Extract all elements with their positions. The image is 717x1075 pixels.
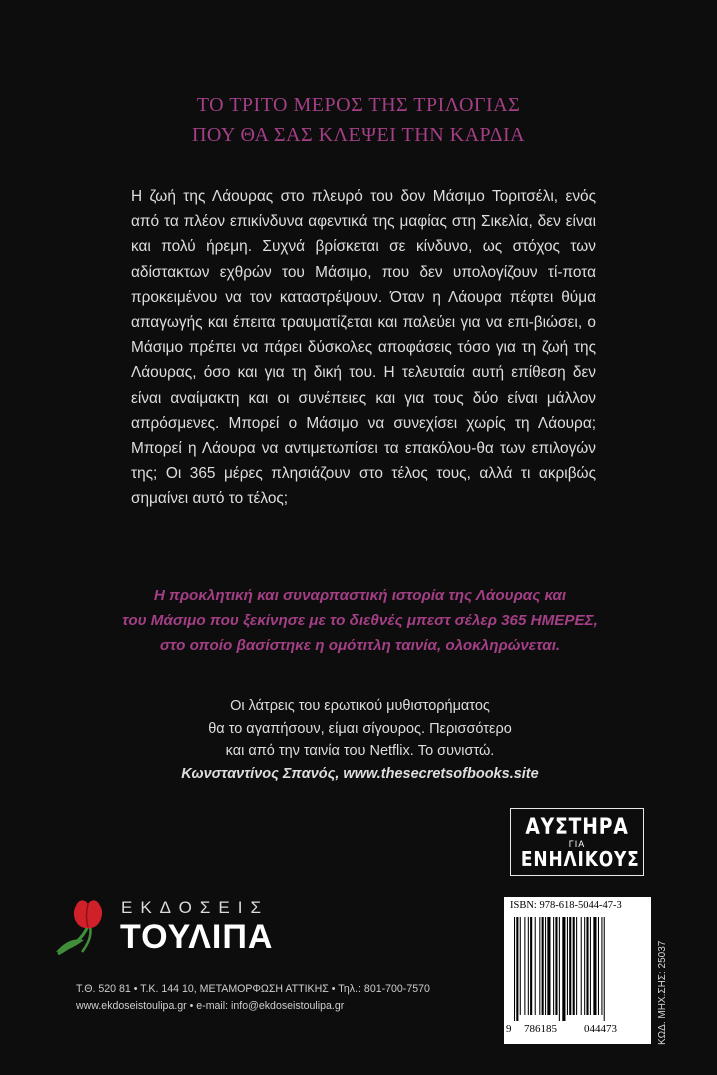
barcode-bar [562, 917, 565, 1021]
barcode-bar [584, 917, 585, 1015]
barcode-bar [598, 917, 599, 1015]
barcode-bar [530, 917, 532, 1015]
review-quote [120, 695, 600, 785]
mechanographic-code: ΚΩΔ. ΜΗΧ.ΣΗΣ: 25037 [657, 940, 668, 1045]
barcode-bar [576, 917, 577, 1015]
barcode-bar [569, 917, 571, 1015]
barcode-bar [524, 917, 525, 1015]
barcode-bar [559, 917, 560, 1021]
review-author: Κωνσταντίνος Σπανός, www.thesecretsofbooks.site [181, 765, 539, 782]
review-line-1: Οι λάτρεις του ερωτικού μυθιστορήματος [230, 698, 490, 714]
barcode-bar [545, 917, 546, 1015]
barcode-bar [586, 917, 588, 1015]
tagline [0, 90, 717, 150]
barcode-bar [542, 917, 544, 1015]
barcode-bar [535, 917, 536, 1015]
barcode-bar [604, 917, 605, 1021]
adults-only-label [510, 808, 644, 876]
barcode-bar [547, 917, 550, 1015]
barcode-bar [590, 917, 591, 1015]
isbn-group-2: 044473 [584, 1023, 617, 1035]
synopsis-text: Η ζωή της Λάουρας στο πλευρό του δον Μάσιμο Τοριτσέλι, ενός από τα πλέον επικίνδυνα αφεντικά της μαφίας στη Σικελία, δεν είναι και πολύ ήρεμη. Συχνά βρίσκεται σε κίνδυνο, ως στόχος των αδίστακτων εχθρών του Μάσιμο, που δεν υπολογίζουν τί-ποτα προκειμένου να τον καταστρέψουν. Όταν η Λάουρα πέφτει θύμα απαγωγής και έπειτα τραυματίζεται και παλεύει για να επι-βιώσει, ο Μάσιμο πρέπει να πάρει δύσκολες αποφάσεις τόσο για τη ζωή της Λάουρας, όσο και για τη δική του. Η τελευταία αυτή επίθεση δεν είναι αναίμακτη και οι συνέπειες και για τους δύο είναι μάλλον απρόσμενες. Μπορεί ο Μάσιμο να συνεχίσει χωρίς τη Λάουρα; Μπορεί η Λάουρα να αντιμετωπίσει τα επακόλου-θα των επιλογών της; Οι 365 μέρες πλησιάζουν στο τέλος τους, αλλά τι ακριβώς σημαίνει αυτό το τέλος; [131, 188, 596, 508]
barcode-bar [581, 917, 582, 1015]
rating-line-3: ΕΝΗΛΙΚΟΥΣ [520, 847, 640, 871]
promo-text [90, 583, 630, 658]
isbn-group-1: 786185 [524, 1023, 557, 1035]
review-line-3: και από την ταινία του Netflix. Το συνιστώ. [225, 743, 495, 759]
promo-line-3: στο οποίο βασίστηκε η ομότιτλη ταινία, ολοκληρώνεται. [159, 637, 561, 654]
barcode-bar [553, 917, 554, 1015]
address-line-1: Τ.Θ. 520 81 • Τ.Κ. 144 10, ΜΕΤΑΜΟΡΦΩΣΗ ΑΤΤΙΚΗΣ • Τηλ.: 801-700-7570 [76, 983, 430, 995]
tagline-line-2: ΠΟΥ ΘΑ ΣΑΣ ΚΛΕΨΕΙ ΤΗΝ ΚΑΡΔΙΑ [191, 124, 526, 146]
publisher-name: ΤΟΥΛΙΠΑ [120, 918, 274, 956]
barcode-bar [593, 917, 596, 1015]
barcode-bar [601, 917, 602, 1015]
barcode-bar [516, 917, 518, 1021]
barcode-bar [573, 917, 575, 1015]
rating-line-2: ΓΙΑ [568, 839, 586, 849]
barcode-bar [555, 917, 557, 1015]
promo-line-2: του Μάσιμο που ξεκίνησε με το διεθνές μπεστ σέλερ 365 ΗΜΕΡΕΣ, [122, 612, 598, 629]
barcode-bars [510, 917, 645, 1021]
isbn-lead-digit: 9 [506, 1023, 512, 1035]
isbn-label: ISBN: 978-618-5044-47-3 [510, 900, 622, 911]
tulip-icon [52, 896, 118, 958]
address-line-2: www.ekdoseistoulipa.gr • e-mail: info@ekdoseistoulipa.gr [76, 1000, 345, 1012]
barcode-bar [567, 917, 568, 1015]
tagline-line-1: ΤΟ ΤΡΙΤΟ ΜΕΡΟΣ ΤΗΣ ΤΡΙΛΟΓΙΑΣ [196, 94, 521, 116]
isbn-barcode [504, 897, 651, 1044]
publisher-address [76, 981, 430, 1015]
barcode-bar [539, 917, 540, 1015]
barcode-bar [514, 917, 515, 1021]
review-line-2: θα το αγαπήσουν, είμαι σίγουρος. Περισσότερο [208, 720, 512, 737]
publisher-prefix: ΕΚΔΟΣΕΙΣ [121, 898, 269, 917]
barcode-bar [528, 917, 529, 1015]
publisher-logo [52, 896, 302, 962]
rating-line-1: ΑΥΣΤΗΡΑ [525, 815, 629, 840]
promo-line-1: Η προκλητική και συναρπαστική ιστορία της Λάουρας και [153, 587, 567, 604]
barcode-bar [520, 917, 521, 1015]
